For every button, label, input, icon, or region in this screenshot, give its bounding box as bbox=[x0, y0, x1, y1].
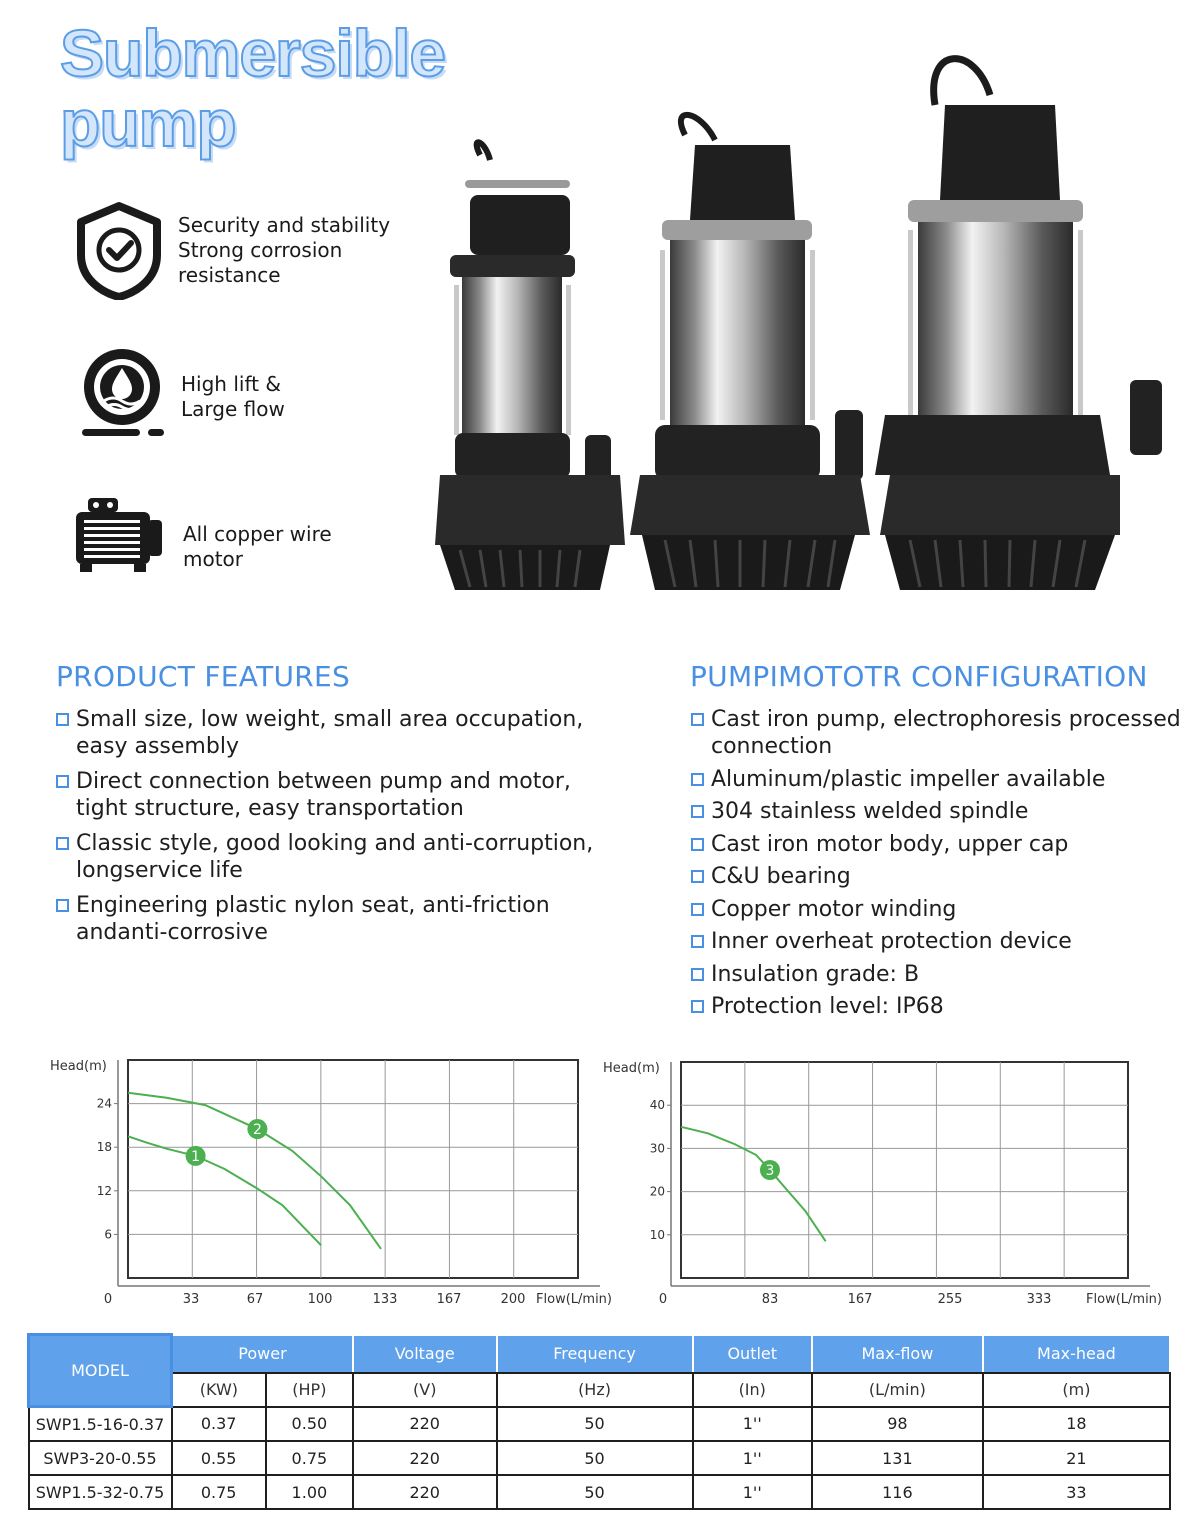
bullet-box-icon bbox=[691, 838, 704, 851]
list-item bbox=[691, 798, 1191, 825]
y-axis-label: Head(m) bbox=[603, 1061, 660, 1076]
bullet-box-icon bbox=[691, 1000, 704, 1013]
bullet-box-icon bbox=[56, 837, 69, 850]
pump-product-image bbox=[430, 35, 1180, 600]
bullet-box-icon bbox=[56, 713, 69, 726]
y-tick-label: 12 bbox=[96, 1183, 112, 1198]
x-axis-label: Flow(L/min) bbox=[536, 1292, 612, 1307]
plot-frame bbox=[128, 1060, 578, 1278]
x-tick-label: 200 bbox=[500, 1292, 526, 1307]
list-item bbox=[56, 892, 616, 946]
bullet-box-icon bbox=[691, 968, 704, 981]
unit-cell: (V) bbox=[353, 1373, 497, 1407]
bullet-box-icon bbox=[691, 870, 704, 883]
feature-line: Security and stability bbox=[178, 213, 391, 237]
table-cell: 220 bbox=[353, 1441, 497, 1475]
configuration-heading: PUMPIMOTOTR CONFIGURATION bbox=[690, 660, 1148, 693]
table-cell: 33 bbox=[983, 1475, 1170, 1509]
title-line-2: pump bbox=[60, 86, 236, 160]
list-item-line: andanti-corrosive bbox=[76, 920, 268, 945]
list-item-line: Small size, low weight, small area occupation, bbox=[76, 707, 584, 732]
bullet-box-icon bbox=[691, 935, 704, 948]
table-cell: 0.55 bbox=[172, 1441, 266, 1475]
bullet-box-icon bbox=[691, 773, 704, 786]
motor-icon bbox=[74, 496, 166, 574]
table-cell: 0.50 bbox=[266, 1407, 353, 1442]
x-tick-label: 255 bbox=[937, 1292, 963, 1307]
list-item-line: Direct connection between pump and motor, bbox=[76, 769, 571, 794]
list-item bbox=[691, 961, 1191, 988]
table-cell: 1'' bbox=[693, 1441, 812, 1475]
y-tick-label: 40 bbox=[649, 1098, 665, 1113]
list-item bbox=[56, 830, 616, 884]
table-cell: SWP3-20-0.55 bbox=[29, 1441, 172, 1475]
x-tick-label: 33 bbox=[182, 1292, 200, 1307]
col-frequency: Frequency bbox=[497, 1335, 693, 1373]
x-tick-label: 100 bbox=[307, 1292, 333, 1307]
x-tick-label: 67 bbox=[246, 1292, 264, 1307]
col-power: Power bbox=[172, 1335, 353, 1373]
performance-chart-2 bbox=[595, 1050, 1175, 1315]
list-item-line: longservice life bbox=[76, 858, 243, 883]
list-item bbox=[691, 863, 1191, 890]
list-item bbox=[691, 831, 1191, 858]
table-cell: 50 bbox=[497, 1475, 693, 1509]
list-item bbox=[691, 928, 1191, 955]
list-item bbox=[691, 993, 1191, 1020]
list-item-line: Aluminum/plastic impeller available bbox=[711, 766, 1106, 792]
feature-lift-text bbox=[181, 372, 285, 422]
y-tick-label: 18 bbox=[96, 1140, 112, 1155]
table-cell: 131 bbox=[812, 1441, 983, 1475]
unit-cell: (Hz) bbox=[497, 1373, 693, 1407]
table-cell: 0.75 bbox=[266, 1441, 353, 1475]
title-line-1: Submersible bbox=[60, 16, 446, 90]
water-drop-flow-icon bbox=[78, 343, 170, 443]
y-axis-label: Head(m) bbox=[50, 1059, 107, 1074]
bullet-box-icon bbox=[691, 713, 704, 726]
pump-small bbox=[435, 142, 625, 590]
feature-security-text bbox=[178, 213, 390, 288]
list-item-line: connection bbox=[711, 734, 833, 759]
list-item-line: Cast iron pump, electrophoresis processed bbox=[711, 707, 1181, 732]
table-cell: 1'' bbox=[693, 1407, 812, 1442]
col-outlet: Outlet bbox=[693, 1335, 812, 1373]
x-tick-label: 133 bbox=[372, 1292, 398, 1307]
feature-line: motor bbox=[183, 547, 244, 571]
unit-cell: (L/min) bbox=[812, 1373, 983, 1407]
list-item bbox=[691, 896, 1191, 923]
list-item-line: 304 stainless welded spindle bbox=[711, 799, 1029, 824]
table-cell: 220 bbox=[353, 1407, 497, 1442]
plot-frame bbox=[681, 1062, 1128, 1278]
x-tick-label: 167 bbox=[436, 1292, 462, 1307]
feature-line: Strong corrosion bbox=[178, 238, 343, 262]
bullet-box-icon bbox=[56, 775, 69, 788]
unit-cell: (KW) bbox=[172, 1373, 266, 1407]
feature-line: All copper wire bbox=[183, 522, 332, 546]
series-line-2 bbox=[128, 1093, 381, 1249]
bullet-box-icon bbox=[56, 899, 69, 912]
list-item-line: Copper motor winding bbox=[711, 896, 957, 922]
pump-large bbox=[875, 59, 1162, 590]
table-cell: 1'' bbox=[693, 1475, 812, 1509]
spec-table bbox=[27, 1333, 1171, 1510]
list-item-line: easy assembly bbox=[76, 734, 239, 759]
unit-cell: (HP) bbox=[266, 1373, 353, 1407]
table-cell: 50 bbox=[497, 1407, 693, 1442]
table-row bbox=[29, 1441, 1171, 1475]
bullet-box-icon bbox=[691, 805, 704, 818]
list-item-line: C&U bearing bbox=[711, 864, 851, 889]
table-cell: 98 bbox=[812, 1407, 983, 1442]
list-item bbox=[691, 766, 1191, 793]
table-cell: 1.00 bbox=[266, 1475, 353, 1509]
x-tick-label: 0 bbox=[103, 1292, 113, 1307]
feature-line: High lift & bbox=[181, 372, 281, 396]
list-item-line: Protection level: IP68 bbox=[711, 994, 944, 1019]
table-cell: 0.75 bbox=[172, 1475, 266, 1509]
product-features-heading: PRODUCT FEATURES bbox=[56, 660, 351, 693]
unit-cell: (m) bbox=[983, 1373, 1170, 1407]
product-features-list bbox=[56, 706, 616, 954]
pump-medium bbox=[630, 115, 870, 590]
series-marker-label: 2 bbox=[252, 1122, 262, 1139]
x-tick-label: 333 bbox=[1026, 1292, 1052, 1307]
table-header-row bbox=[29, 1335, 1171, 1373]
table-cell: 116 bbox=[812, 1475, 983, 1509]
table-cell: 220 bbox=[353, 1475, 497, 1509]
list-item-line: Engineering plastic nylon seat, anti-friction bbox=[76, 893, 550, 918]
series-marker-label: 1 bbox=[191, 1148, 201, 1165]
col-maxhead: Max-head bbox=[983, 1335, 1170, 1373]
list-item-line: Insulation grade: B bbox=[711, 961, 920, 987]
table-row bbox=[29, 1475, 1171, 1509]
x-tick-label: 167 bbox=[847, 1292, 873, 1307]
series-marker-label: 3 bbox=[765, 1163, 775, 1179]
table-cell: 50 bbox=[497, 1441, 693, 1475]
x-tick-label: 83 bbox=[761, 1292, 779, 1307]
y-tick-label: 30 bbox=[649, 1141, 665, 1156]
table-row bbox=[29, 1407, 1171, 1442]
list-item bbox=[691, 706, 1191, 760]
y-tick-label: 20 bbox=[649, 1184, 665, 1199]
table-cell: 0.37 bbox=[172, 1407, 266, 1442]
col-voltage: Voltage bbox=[353, 1335, 497, 1373]
y-tick-label: 24 bbox=[96, 1096, 112, 1111]
page-title bbox=[60, 18, 445, 158]
x-axis-label: Flow(L/min) bbox=[1086, 1292, 1162, 1307]
feature-line: Large flow bbox=[181, 397, 285, 421]
series-line-3 bbox=[681, 1127, 826, 1242]
unit-cell: (In) bbox=[693, 1373, 812, 1407]
feature-motor-text bbox=[183, 522, 332, 572]
list-item-line: Inner overheat protection device bbox=[711, 929, 1072, 954]
x-tick-label: 0 bbox=[658, 1292, 668, 1307]
feature-line: resistance bbox=[178, 263, 281, 287]
table-cell: SWP1.5-32-0.75 bbox=[29, 1475, 172, 1509]
table-cell: 21 bbox=[983, 1441, 1170, 1475]
configuration-list bbox=[691, 706, 1191, 1026]
table-cell: 18 bbox=[983, 1407, 1170, 1442]
list-item-line: Cast iron motor body, upper cap bbox=[711, 831, 1069, 857]
bullet-box-icon bbox=[691, 903, 704, 916]
list-item bbox=[56, 706, 616, 760]
col-maxflow: Max-flow bbox=[812, 1335, 983, 1373]
list-item bbox=[56, 768, 616, 822]
table-cell: SWP1.5-16-0.37 bbox=[29, 1407, 172, 1442]
y-tick-label: 10 bbox=[649, 1227, 665, 1242]
shield-check-icon bbox=[74, 200, 164, 300]
table-units-row bbox=[29, 1373, 1171, 1407]
list-item-line: Classic style, good looking and anti-corruption, bbox=[76, 831, 594, 856]
list-item-line: tight structure, easy transportation bbox=[76, 796, 464, 821]
performance-chart-1 bbox=[40, 1050, 620, 1315]
col-model: MODEL bbox=[29, 1335, 172, 1407]
y-tick-label: 6 bbox=[104, 1227, 112, 1242]
